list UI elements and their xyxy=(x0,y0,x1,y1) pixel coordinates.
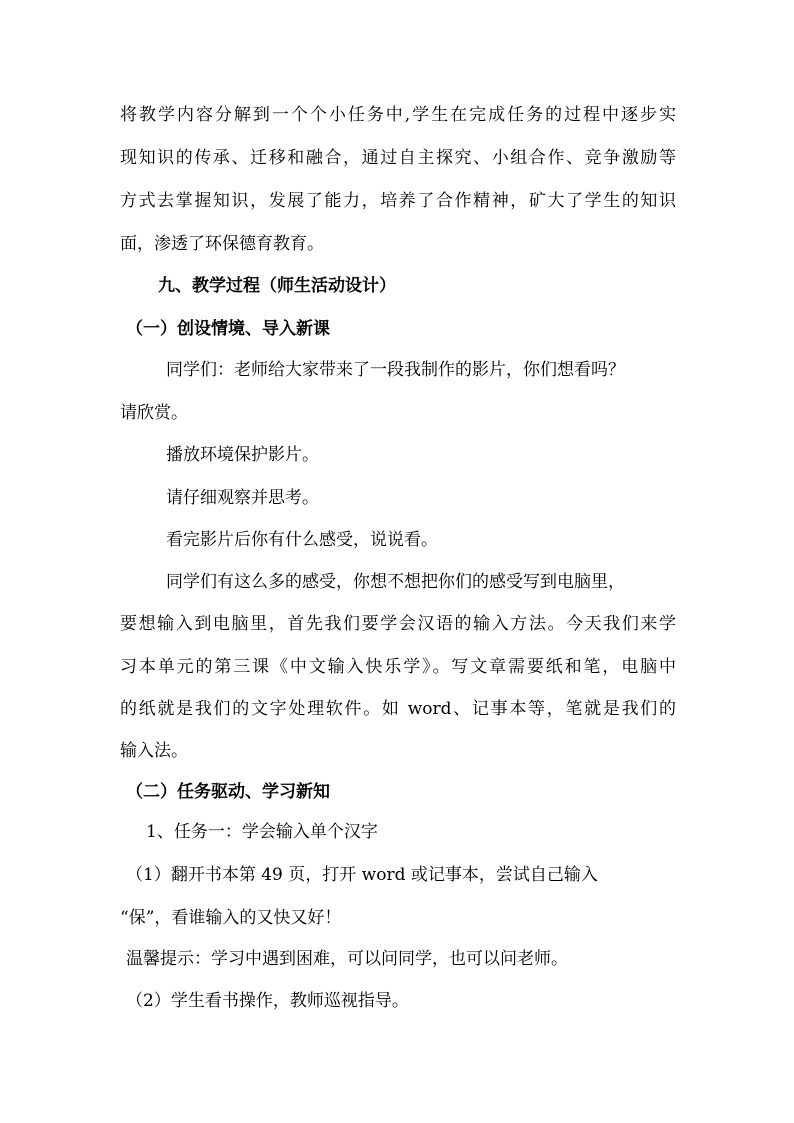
paragraph-1-line-1: 同学们：老师给大家带来了一段我制作的影片，你们想看吗？ xyxy=(166,360,625,380)
section-heading-teaching-process: 九、教学过程（师生活动设计） xyxy=(158,276,396,296)
paragraph-1-line-2: 请欣赏。 xyxy=(120,403,188,423)
paragraph-5-line-2: 要想输入到电脑里，首先我们要学会汉语的输入方法。今天我们来学 xyxy=(120,614,676,634)
paragraph-5-line-4: 的纸就是我们的文字处理软件。如 word、记事本等，笔就是我们的 xyxy=(120,699,676,719)
paragraph-5-line-5: 输入法。 xyxy=(120,741,188,761)
paragraph-3: 请仔细观察并思考。 xyxy=(166,488,319,508)
paragraph-2: 播放环境保护影片。 xyxy=(166,445,319,465)
intro-paragraph-line-4: 面，渗透了环保德育教育。 xyxy=(120,234,324,254)
intro-paragraph-line-1: 将教学内容分解到一个个小任务中,学生在完成任务的过程中逐步实 xyxy=(120,105,676,125)
task-1-step-2: （2）学生看书操作，教师巡视指导。 xyxy=(126,991,409,1011)
intro-paragraph-line-2: 现知识的传承、迁移和融合，通过自主探究、小组合作、竞争激励等 xyxy=(120,148,676,168)
intro-paragraph-line-3: 方式去掌握知识，发展了能力，培养了合作精神，矿大了学生的知识 xyxy=(120,191,676,211)
subsection-heading-1: （一）创设情境、导入新课 xyxy=(126,319,330,339)
task-1-step-1-line-1: （1）翻开书本第 49 页，打开 word 或记事本，尝试自己输入 xyxy=(126,865,598,885)
paragraph-4: 看完影片后你有什么感受，说说看。 xyxy=(166,530,438,550)
paragraph-5-line-1: 同学们有这么多的感受，你想不想把你们的感受写到电脑里， xyxy=(166,572,625,592)
tip-text: 温馨提示：学习中遇到困难，可以问同学，也可以问老师。 xyxy=(126,949,568,969)
paragraph-5-line-3: 习本单元的第三课《中文输入快乐学》。写文章需要纸和笔，电脑中 xyxy=(120,657,676,677)
task-1-heading: 1、任务一：学会输入单个汉字 xyxy=(146,822,378,842)
subsection-heading-2: （二）任务驱动、学习新知 xyxy=(126,782,330,802)
task-1-step-1-line-2: “保”，看谁输入的又快又好！ xyxy=(120,908,342,928)
